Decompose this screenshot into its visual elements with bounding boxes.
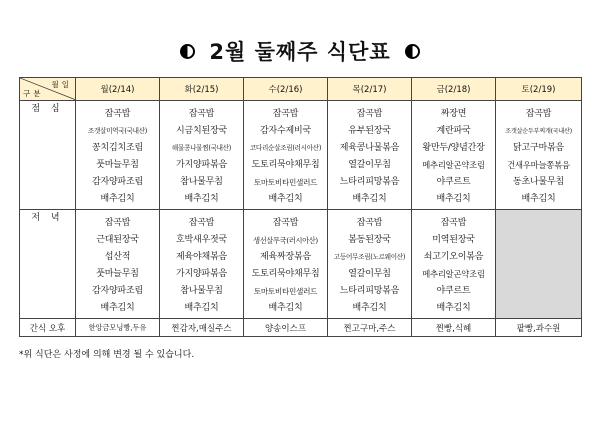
menu-item: 미역된장국 [432,235,475,245]
menu-item: 토마토비타민샐러드 [253,178,318,187]
empty-cell [496,210,582,319]
menu-item: 닭고구마볶음 [513,143,564,153]
menu-item: 잡곡밥 [525,109,552,119]
menu-item: 잡곡밥 [272,109,299,119]
menu-item: 잡곡밥 [272,218,299,228]
title-text: 2월 둘째주 식단표 [209,40,391,64]
menu-item: 왕만두/양념간장 [422,143,485,153]
menu-item: 풋마늘무침 [96,269,139,279]
menu-item: 배추김치 [352,303,387,313]
day-header: 수(2/16) [244,78,328,101]
menu-item: 풋마늘무침 [96,160,139,170]
menu-item: 메추리알곤약조림 [422,160,485,170]
menu-item: 참나물무침 [180,286,223,296]
menu-item: 섭산적 [104,252,131,262]
menu-item: 잡곡밥 [104,218,131,228]
menu-item: 시금치된장국 [176,126,227,136]
menu-item: 가지양파볶음 [176,160,227,170]
menu-item: 코다리순살조림(러시아산) [249,144,322,152]
lunch-cell [496,101,582,210]
menu-item: 제육짜장볶음 [260,252,311,262]
menu-item: 계란파국 [436,126,471,136]
snack-row [20,319,582,337]
menu-table [19,77,582,337]
menu-item: 감자수제비국 [260,126,311,136]
dinner-cell [244,210,328,319]
menu-item: 쇠고기오이볶음 [423,252,484,262]
snack-cell: 양송이스프 [244,319,328,337]
lunch-cell [328,101,412,210]
day-header: 화(2/15) [160,78,244,101]
snack-cell: 팥빵,과수원 [496,319,582,337]
menu-item: 메추리알곤약조림 [422,269,485,279]
row-label-dinner: 저 녁 [20,210,76,319]
menu-item: 고등어무조림(노르웨이산) [333,253,406,261]
menu-item: 유부된장국 [348,126,391,136]
menu-item: 짜장면 [440,109,467,119]
row-label-snack: 간식 오후 [20,319,76,337]
snack-cell: 한앙금모닝빵,두유 [76,319,160,337]
menu-item: 배추김치 [100,303,135,313]
corner-cell [20,78,76,101]
lunch-cell [244,101,328,210]
menu-item: 호박새우젓국 [176,235,227,245]
corner-bottom-label: 구분 [23,89,44,98]
menu-item: 느타리피망볶음 [339,177,400,187]
menu-item: 참나물무침 [180,177,223,187]
menu-item: 열갈이무침 [348,269,391,279]
lunch-cell [76,101,160,210]
row-label-lunch: 점 심 [20,101,76,210]
menu-item: 봄동된장국 [348,235,391,245]
day-header: 월(2/14) [76,78,160,101]
dinner-cell [328,210,412,319]
snack-cell: 찐감자,매실주스 [160,319,244,337]
day-header: 토(2/19) [496,78,582,101]
menu-item: 잡곡밥 [356,218,383,228]
lunch-row [20,101,582,210]
menu-item: 제육야채볶음 [176,252,227,262]
menu-item: 야쿠르트 [436,177,471,187]
menu-item: 꽁치김치조림 [92,143,143,153]
menu-item: 배추김치 [268,303,303,313]
menu-item: 배추김치 [436,303,471,313]
lunch-cell [160,101,244,210]
half-circle-icon [405,44,420,59]
menu-item: 감자양파조림 [92,286,143,296]
menu-item: 열갈이무침 [348,160,391,170]
dinner-cell [412,210,496,319]
menu-item: 배추김치 [268,194,303,204]
menu-item: 배추김치 [184,303,219,313]
menu-item: 해물콩나물찜(국내산) [171,144,232,152]
menu-item: 생선살무국(러시아산) [253,236,318,245]
dinner-row [20,210,582,319]
snack-cell: 찐고구마,주스 [328,319,412,337]
day-header: 금(2/18) [412,78,496,101]
menu-item: 도토리묵야채무침 [251,160,320,170]
dinner-cell [160,210,244,319]
snack-cell: 찐빵,식혜 [412,319,496,337]
half-circle-icon [180,44,195,59]
menu-item: 동초나물무침 [513,177,564,187]
menu-item: 근대된장국 [96,235,139,245]
menu-item: 잡곡밥 [104,109,131,119]
menu-item: 제육콩나물볶음 [339,143,400,153]
header-row [20,78,582,101]
lunch-cell [412,101,496,210]
corner-top-label: 월일 [51,80,72,89]
menu-item: 배추김치 [521,194,556,204]
menu-item: 잡곡밥 [188,218,215,228]
menu-item: 도토리묵야채무침 [251,269,320,279]
menu-item: 토마토비타민샐러드 [253,287,318,296]
menu-item: 잡곡밥 [356,109,383,119]
menu-item: 잡곡밥 [440,218,467,228]
page-title [0,36,600,66]
menu-item: 야쿠르트 [436,286,471,296]
dinner-cell [76,210,160,319]
menu-item: 조갯살미역국(국내산) [87,127,148,135]
menu-item: 가지양파볶음 [176,269,227,279]
day-header: 목(2/17) [328,78,412,101]
menu-item: 느타리피망볶음 [339,286,400,296]
menu-item: 감자양파조림 [92,177,143,187]
menu-item: 배추김치 [184,194,219,204]
menu-item: 잡곡밥 [188,109,215,119]
footnote: *위 식단은 사정에 의해 변경 될 수 있습니다. [19,350,195,360]
menu-item: 배추김치 [352,194,387,204]
menu-item: 배추김치 [436,194,471,204]
menu-item: 조갯살순두부찌개(국내산) [505,128,572,135]
menu-item: 배추김치 [100,194,135,204]
menu-item: 건새우마늘쫑볶음 [507,160,570,170]
